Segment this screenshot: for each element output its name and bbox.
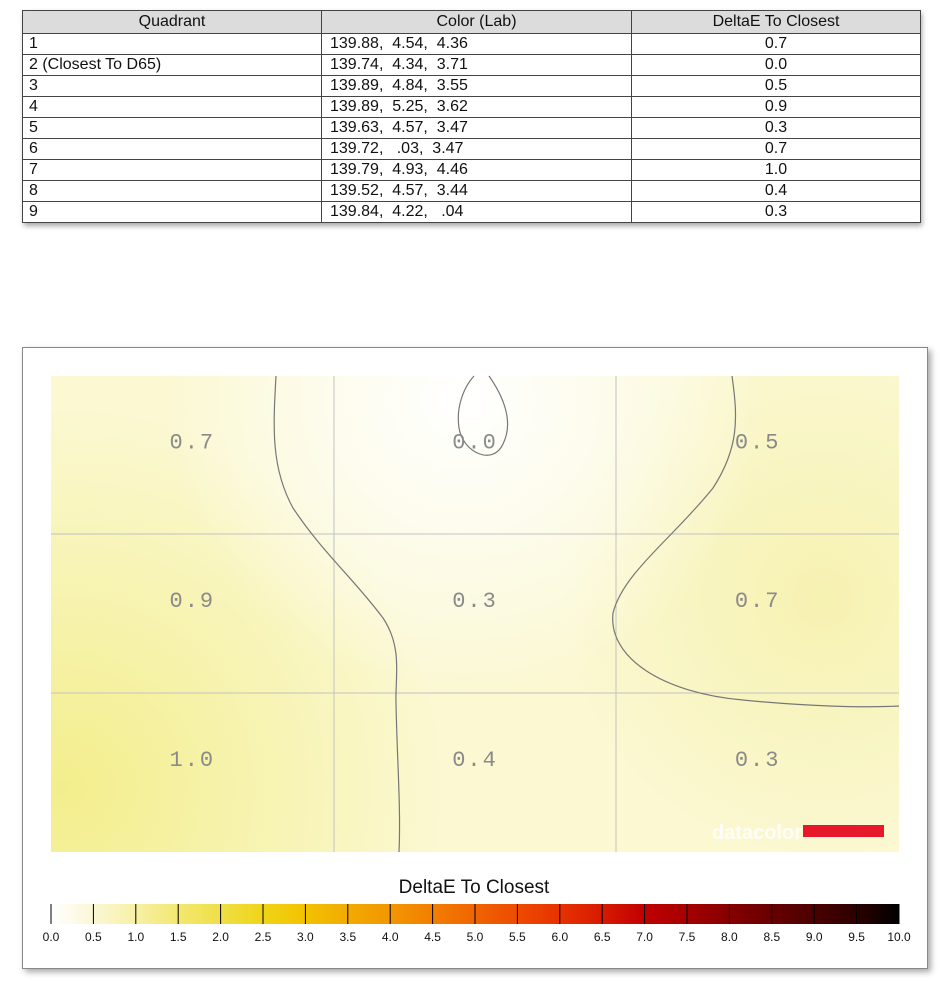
quadrant-cell: 2 (Closest To D65) <box>23 55 322 76</box>
table-row <box>23 160 921 181</box>
uniformity-heatmap <box>23 348 927 968</box>
delta-e-cell: 0.3 <box>632 118 921 139</box>
colorbar-tick-label: 3.0 <box>297 930 314 944</box>
colorbar-tick-label: 2.5 <box>254 930 272 944</box>
colorbar-tick-label: 6.5 <box>593 930 611 944</box>
colorbar-tick-label: 1.5 <box>169 930 187 944</box>
table-row <box>23 55 921 76</box>
lab-color-cell: 139.74, 4.34, 3.71 <box>322 55 632 76</box>
delta-e-cell: 0.5 <box>632 76 921 97</box>
colorbar-tick-labels <box>43 930 911 944</box>
colorbar-tick-label: 1.0 <box>127 930 145 944</box>
quadrant-cell: 1 <box>23 34 322 55</box>
cell-value-label: 0.0 <box>452 430 498 456</box>
quadrant-cell: 7 <box>23 160 322 181</box>
colorbar-tick-label: 0.5 <box>85 930 102 944</box>
lab-color-cell: 139.89, 5.25, 3.62 <box>322 97 632 118</box>
uniformity-heatmap-panel <box>22 347 928 969</box>
watermark-accent-bar <box>803 825 884 837</box>
table-row <box>23 76 921 97</box>
colorbar-tick-label: 6.0 <box>551 930 569 944</box>
cell-value-label: 0.7 <box>734 589 781 615</box>
lab-color-cell: 139.52, 4.57, 3.44 <box>322 181 632 202</box>
colorbar-tick-label: 9.0 <box>805 930 823 944</box>
colorbar-tick-label: 7.5 <box>678 930 696 944</box>
quadrant-cell: 4 <box>23 97 322 118</box>
column-header-quadrant: Quadrant <box>23 11 322 34</box>
delta-e-cell: 1.0 <box>632 160 921 181</box>
lab-color-cell: 139.63, 4.57, 3.47 <box>322 118 632 139</box>
colorbar-ticks <box>51 904 899 924</box>
cell-value-label: 0.3 <box>734 747 781 773</box>
delta-e-cell: 0.7 <box>632 34 921 55</box>
colorbar-tick-label: 8.0 <box>721 930 738 944</box>
colorbar-tick-label: 0.0 <box>42 930 60 944</box>
colorbar-tick-label: 3.5 <box>339 930 357 944</box>
delta-e-cell: 0.0 <box>632 55 921 76</box>
table-header-row <box>23 11 921 34</box>
colorbar-tick-label: 2.0 <box>212 930 229 944</box>
colorbar-tick-label: 5.5 <box>509 930 526 944</box>
lab-color-cell: 139.79, 4.93, 4.46 <box>322 160 632 181</box>
table-row <box>23 34 921 55</box>
colorbar-tick-label: 4.0 <box>381 930 399 944</box>
delta-e-cell: 0.4 <box>632 181 921 202</box>
colorbar-title: DeltaE To Closest <box>398 877 550 898</box>
lab-color-cell: 139.88, 4.54, 4.36 <box>322 34 632 55</box>
lab-color-cell: 139.72, .03, 3.47 <box>322 139 632 160</box>
quadrant-cell: 5 <box>23 118 322 139</box>
cell-value-label: 0.5 <box>734 430 781 456</box>
quadrant-cell: 8 <box>23 181 322 202</box>
colorbar-tick-label: 5.0 <box>466 930 484 944</box>
cell-value-label: 0.4 <box>452 747 498 773</box>
watermark-text: datacolor <box>711 822 802 844</box>
quadrant-cell: 3 <box>23 76 322 97</box>
delta-e-cell: 0.3 <box>632 202 921 223</box>
colorbar-tick-label: 10.0 <box>887 930 911 944</box>
column-header-color-lab: Color (Lab) <box>322 11 632 34</box>
quadrant-cell: 6 <box>23 139 322 160</box>
delta-e-cell: 0.9 <box>632 97 921 118</box>
colorbar-tick-label: 7.0 <box>636 930 653 944</box>
table-row <box>23 139 921 160</box>
table-row <box>23 97 921 118</box>
cell-value-label: 0.3 <box>452 589 498 615</box>
cell-value-label: 0.9 <box>169 589 216 615</box>
quadrant-cell: 9 <box>23 202 322 223</box>
lab-table <box>22 10 921 223</box>
colorbar-tick-label: 8.5 <box>763 930 781 944</box>
cell-value-label: 1.0 <box>169 747 216 773</box>
cell-value-label: 0.7 <box>169 430 216 456</box>
column-header-delta-e: DeltaE To Closest <box>632 11 921 34</box>
colorbar-tick-label: 4.5 <box>424 930 441 944</box>
table-row <box>23 202 921 223</box>
delta-e-cell: 0.7 <box>632 139 921 160</box>
table-row <box>23 181 921 202</box>
lab-table-container <box>22 10 920 223</box>
lab-color-cell: 139.89, 4.84, 3.55 <box>322 76 632 97</box>
table-row <box>23 118 921 139</box>
lab-color-cell: 139.84, 4.22, .04 <box>322 202 632 223</box>
colorbar-tick-label: 9.5 <box>848 930 865 944</box>
